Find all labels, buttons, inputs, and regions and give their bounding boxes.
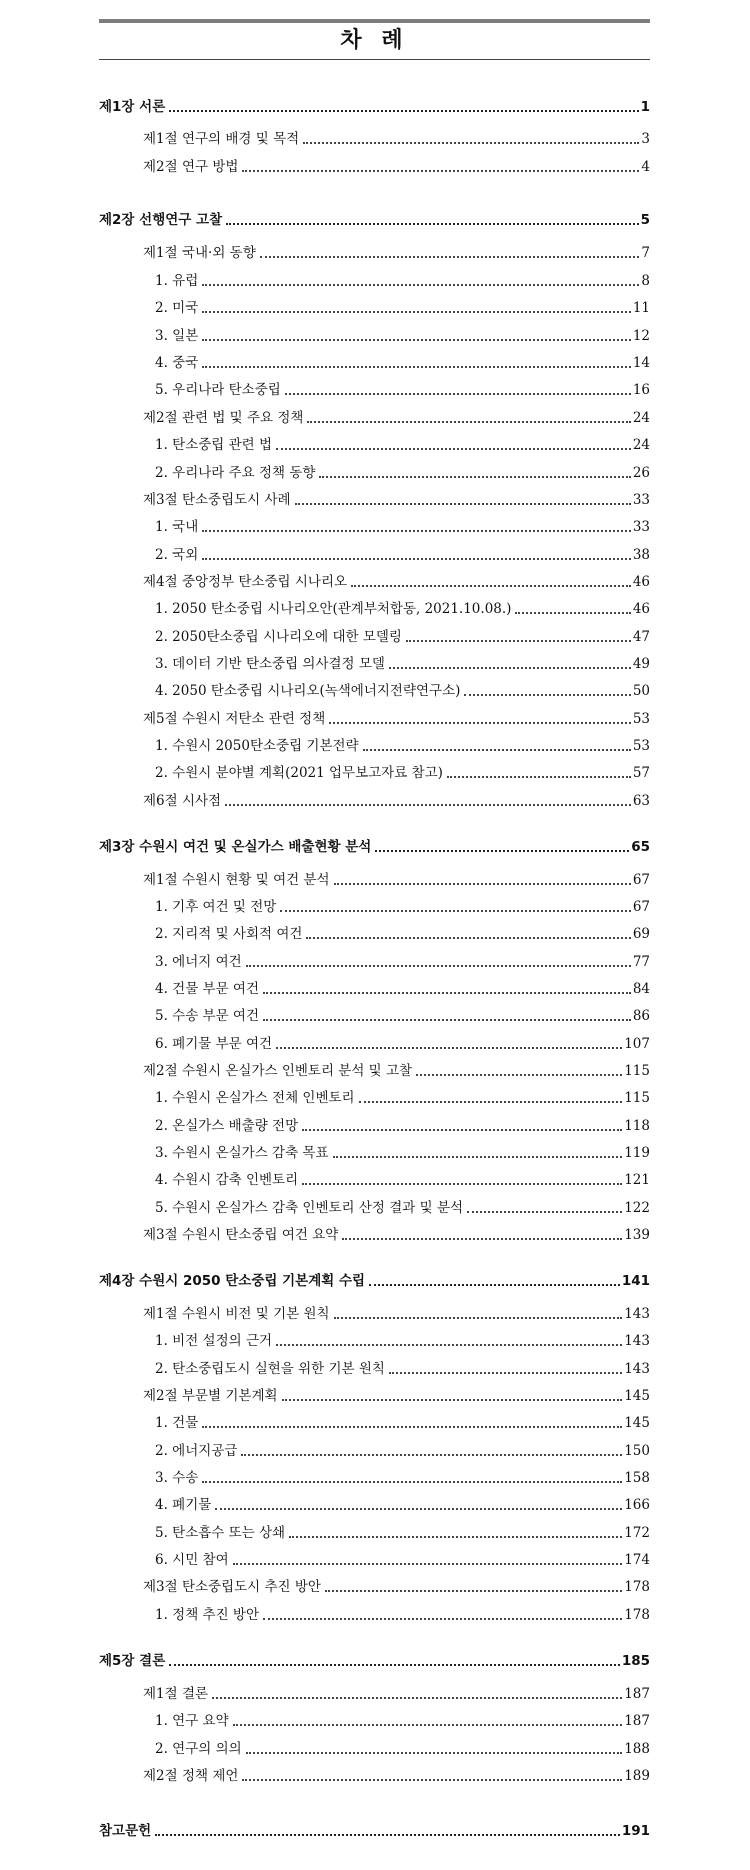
toc-entry-label: 1. 수원시 2050탄소중립 기본전략: [155, 738, 359, 754]
dot-leader: [280, 910, 630, 912]
toc-entry-page-number: 107: [624, 1036, 650, 1052]
dot-leader: [202, 558, 631, 560]
toc-entry-label: 1. 건물: [155, 1415, 199, 1431]
toc-entry-section[interactable]: [143, 128, 650, 148]
toc-entry-page-number: 33: [632, 492, 650, 508]
toc-entry-label: 1. 기후 여건 및 전망: [155, 899, 277, 915]
dot-leader: [302, 1129, 622, 1131]
dot-leader: [242, 1779, 622, 1781]
toc-entry-page-number: 143: [624, 1306, 650, 1322]
toc-entry-page-number: 49: [632, 656, 650, 672]
dot-leader: [375, 850, 629, 852]
toc-entry-label: 3. 수원시 온실가스 감축 목표: [155, 1145, 329, 1161]
toc-entry-page-number: 38: [632, 547, 650, 563]
toc-entry-page-number: 178: [624, 1579, 650, 1595]
toc-entry-label: 제2절 정책 제언: [143, 1768, 239, 1784]
toc-entry-item[interactable]: [155, 653, 650, 673]
toc-entry-page-number: 53: [632, 738, 650, 754]
toc-entry-chapter[interactable]: [99, 836, 650, 856]
dot-leader: [202, 339, 631, 341]
toc-entry-item[interactable]: [155, 1522, 650, 1542]
toc-entry-label: 3. 에너지 여건: [155, 954, 242, 970]
toc-entry-item[interactable]: [155, 598, 650, 618]
toc-entry-label: 제3절 탄소중립도시 사례: [143, 492, 291, 508]
toc-entry-label: 1. 비전 설정의 근거: [155, 1333, 273, 1349]
toc-entry-item[interactable]: [155, 325, 650, 345]
toc-entry-section[interactable]: [143, 407, 650, 427]
toc-entry-label: 제1절 국내·외 동향: [143, 245, 256, 261]
toc-entry-item[interactable]: [155, 462, 650, 482]
toc-entry-page-number: 4: [641, 159, 650, 175]
dot-leader: [169, 1664, 620, 1666]
dot-leader: [226, 223, 638, 225]
toc-entry-item[interactable]: [155, 352, 650, 372]
toc-entry-item[interactable]: [155, 1494, 650, 1514]
toc-entry-item[interactable]: [155, 762, 650, 782]
toc-entry-page-number: 188: [624, 1741, 650, 1757]
toc-entry-page-number: 67: [632, 899, 650, 915]
dot-leader: [306, 937, 630, 939]
dot-leader: [233, 1724, 623, 1726]
dot-leader: [282, 1399, 623, 1401]
toc-entry-item[interactable]: [155, 1604, 650, 1624]
toc-entry-item[interactable]: [155, 680, 650, 700]
toc-entry-page-number: 46: [632, 574, 650, 590]
toc-entry-page-number: 185: [621, 1653, 650, 1669]
toc-entry-label: 5. 수원시 온실가스 감축 인벤토리 산정 결과 및 분석: [155, 1200, 464, 1216]
dot-leader: [202, 530, 631, 532]
toc-entry-page-number: 63: [632, 793, 650, 809]
toc-entry-item[interactable]: [155, 1033, 650, 1053]
toc-entry-page-number: 172: [624, 1525, 650, 1541]
toc-entry-page-number: 121: [624, 1172, 650, 1188]
toc-entry-label: 3. 데이터 기반 탄소중립 의사결정 모델: [155, 656, 385, 672]
toc-entry-item[interactable]: [155, 270, 650, 290]
toc-entry-item[interactable]: [155, 1412, 650, 1432]
dot-leader: [263, 1019, 631, 1021]
toc-entry-label: 5. 수송 부문 여건: [155, 1008, 259, 1024]
toc-entry-page-number: 187: [624, 1686, 650, 1702]
dot-leader: [246, 965, 631, 967]
dot-leader: [241, 1454, 622, 1456]
toc-entry-item[interactable]: [155, 978, 650, 998]
page-title: 차 례: [340, 28, 409, 53]
dot-leader: [289, 1536, 622, 1538]
toc-entry-section[interactable]: [143, 242, 650, 262]
toc-entry-item[interactable]: [155, 1330, 650, 1350]
toc-entry-page-number: 8: [641, 273, 650, 289]
toc-entry-page-number: 119: [624, 1145, 650, 1161]
dot-leader: [246, 1752, 623, 1754]
toc-entry-page-number: 5: [640, 212, 650, 228]
toc-entry-chapter[interactable]: [99, 1270, 650, 1290]
toc-entry-item[interactable]: [155, 1005, 650, 1025]
toc-entry-item[interactable]: [155, 1710, 650, 1730]
dot-leader: [155, 1834, 620, 1836]
toc-entry-item[interactable]: [155, 1738, 650, 1758]
toc-entry-label: 4. 2050 탄소중립 시나리오(녹색에너지전략연구소): [155, 683, 461, 699]
toc-entry-label: 1. 연구 요약: [155, 1713, 229, 1729]
dot-leader: [263, 992, 631, 994]
toc-entry-section[interactable]: [143, 1765, 650, 1785]
dot-leader: [389, 667, 631, 669]
toc-entry-page-number: 16: [632, 382, 650, 398]
dot-leader: [447, 776, 631, 778]
dot-leader: [325, 1590, 622, 1592]
toc-entry-label: 1. 탄소중립 관련 법: [155, 437, 273, 453]
toc-entry-label: 제3장 수원시 여건 및 온실가스 배출현황 분석: [99, 839, 372, 855]
toc-entry-item[interactable]: [155, 951, 650, 971]
toc-entry-page-number: 86: [632, 1008, 650, 1024]
toc-entry-label: 4. 수원시 감축 인벤토리: [155, 1172, 299, 1188]
toc-entry-item[interactable]: [155, 735, 650, 755]
toc-entry-page-number: 1: [640, 99, 650, 115]
toc-entry-page-number: 187: [624, 1713, 650, 1729]
toc-entry-label: 1. 수원시 온실가스 전체 인벤토리: [155, 1090, 355, 1106]
dot-leader: [464, 694, 630, 696]
dot-leader: [351, 585, 631, 587]
toc-entry-section[interactable]: [143, 1385, 650, 1405]
toc-entry-label: 2. 우리나라 주요 정책 동향: [155, 465, 316, 481]
toc-entry-page-number: 50: [632, 683, 650, 699]
dot-leader: [242, 170, 639, 172]
toc-entry-page-number: 65: [631, 839, 650, 855]
toc-entry-item[interactable]: [155, 434, 650, 454]
toc-entry-label: 2. 에너지공급: [155, 1443, 238, 1459]
toc-entry-item[interactable]: [155, 1467, 650, 1487]
toc-entry-chapter[interactable]: [99, 96, 650, 116]
toc-entry-page-number: 115: [624, 1063, 650, 1079]
toc-entry-page-number: 145: [624, 1388, 650, 1404]
toc-entry-section[interactable]: [143, 869, 650, 889]
toc-entry-page-number: 57: [632, 765, 650, 781]
toc-entry-label: 2. 온실가스 배출량 전망: [155, 1118, 299, 1134]
toc-entry-label: 제4절 중앙정부 탄소중립 시나리오: [143, 574, 348, 590]
toc-entry-page-number: 122: [624, 1200, 650, 1216]
toc-entry-page-number: 12: [632, 328, 650, 344]
dot-leader: [389, 1372, 622, 1374]
toc-entry-item[interactable]: [155, 1115, 650, 1135]
toc-entry-item[interactable]: [155, 1142, 650, 1162]
toc-entry-label: 제5장 결론: [99, 1653, 166, 1669]
toc-entry-section[interactable]: [143, 1683, 650, 1703]
dot-leader: [276, 1047, 622, 1049]
toc-entry-label: 4. 건물 부문 여건: [155, 981, 259, 997]
dot-leader: [215, 1508, 622, 1510]
toc-entry-label: 제2절 부문별 기본계획: [143, 1388, 278, 1404]
toc-entry-page-number: 141: [621, 1273, 650, 1289]
toc-entry-page-number: 53: [632, 711, 650, 727]
toc-entry-page-number: 139: [624, 1227, 650, 1243]
toc-entry-page-number: 3: [641, 131, 650, 147]
toc-entry-label: 제3절 탄소중립도시 추진 방안: [143, 1579, 321, 1595]
toc-entry-label: 5. 우리나라 탄소중립: [155, 382, 281, 398]
toc-entry-item[interactable]: [155, 896, 650, 916]
toc-entry-page-number: 143: [624, 1333, 650, 1349]
dot-leader: [202, 1426, 622, 1428]
dot-leader: [359, 1101, 623, 1103]
dot-leader: [515, 612, 630, 614]
toc-entry-label: 6. 폐기물 부문 여건: [155, 1036, 273, 1052]
dot-leader: [285, 393, 631, 395]
toc-entry-label: 제1장 서론: [99, 99, 166, 115]
toc-entry-item[interactable]: [155, 923, 650, 943]
toc-entry-page-number: 178: [624, 1607, 650, 1623]
toc-entry-chapter[interactable]: [99, 209, 650, 229]
toc-entry-page-number: 174: [624, 1552, 650, 1568]
dot-leader: [202, 311, 631, 313]
dot-leader: [225, 804, 631, 806]
toc-entry-section[interactable]: [143, 1060, 650, 1080]
toc-entry-label: 참고문헌: [99, 1823, 152, 1839]
toc-entry-label: 6. 시민 참여: [155, 1552, 229, 1568]
toc-entry-item[interactable]: [155, 379, 650, 399]
toc-entry-page-number: 7: [641, 245, 650, 261]
toc-entry-item[interactable]: [155, 1169, 650, 1189]
toc-entry-label: 2. 지리적 및 사회적 여건: [155, 926, 303, 942]
dot-leader: [276, 1344, 622, 1346]
toc-entry-label: 2. 국외: [155, 547, 199, 563]
toc-entry-section[interactable]: [143, 1303, 650, 1323]
toc-entry-label: 1. 국내: [155, 519, 199, 535]
dot-leader: [295, 503, 631, 505]
toc-entry-page-number: 67: [632, 872, 650, 888]
toc-entry-label: 제1절 수원시 비전 및 기본 원칙: [143, 1306, 330, 1322]
dot-leader: [319, 476, 630, 478]
toc-entry-label: 4. 중국: [155, 355, 199, 371]
toc-entry-label: 1. 유럽: [155, 273, 199, 289]
dot-leader: [302, 1183, 622, 1185]
toc-entry-label: 4. 폐기물: [155, 1497, 212, 1513]
dot-leader: [303, 142, 639, 144]
toc-entry-label: 3. 일본: [155, 328, 199, 344]
dot-leader: [263, 1618, 622, 1620]
toc-entry-label: 제2절 관련 법 및 주요 정책: [143, 410, 304, 426]
toc-entry-page-number: 118: [624, 1118, 650, 1134]
toc-entry-label: 2. 미국: [155, 300, 199, 316]
toc-entry-label: 제1절 수원시 현황 및 여건 분석: [143, 872, 330, 888]
toc-entry-item[interactable]: [155, 626, 650, 646]
toc-entry-page-number: 143: [624, 1361, 650, 1377]
toc-entry-page-number: 166: [624, 1497, 650, 1513]
toc-entry-section[interactable]: [143, 156, 650, 176]
toc-entry-label: 제2절 수원시 온실가스 인벤토리 분석 및 고찰: [143, 1063, 413, 1079]
toc-entry-label: 제6절 시사점: [143, 793, 222, 809]
dot-leader: [307, 421, 630, 423]
toc-entry-page-number: 189: [624, 1768, 650, 1784]
toc-entry-item[interactable]: [155, 544, 650, 564]
toc-entry-page-number: 145: [624, 1415, 650, 1431]
dot-leader: [202, 1481, 622, 1483]
toc-entry-section[interactable]: [143, 708, 650, 728]
toc-entry-label: 제5절 수원시 저탄소 관련 정책: [143, 711, 326, 727]
dot-leader: [334, 1317, 623, 1319]
toc-entry-label: 제3절 수원시 탄소중립 여건 요약: [143, 1227, 339, 1243]
toc-entry-page-number: 115: [624, 1090, 650, 1106]
toc-entry-label: 3. 수송: [155, 1470, 199, 1486]
toc-entry-chapter[interactable]: [99, 1650, 650, 1670]
toc-entry-item[interactable]: [155, 1358, 650, 1378]
dot-leader: [212, 1697, 622, 1699]
toc-entry-label: 2. 탄소중립도시 실현을 위한 기본 원칙: [155, 1361, 385, 1377]
toc-entry-item[interactable]: [155, 516, 650, 536]
toc-entry-section[interactable]: [143, 489, 650, 509]
toc-entry-label: 2. 2050탄소중립 시나리오에 대한 모델링: [155, 629, 402, 645]
toc-entry-page-number: 158: [624, 1470, 650, 1486]
toc-entry-label: 제1절 결론: [143, 1686, 209, 1702]
toc-entry-item[interactable]: [155, 1549, 650, 1569]
dot-leader: [342, 1238, 622, 1240]
dot-leader: [416, 1074, 622, 1076]
top-rule: [99, 19, 650, 23]
toc-entry-section[interactable]: [143, 1224, 650, 1244]
toc-entry-item[interactable]: [155, 1197, 650, 1217]
toc-entry-label: 2. 연구의 의의: [155, 1741, 242, 1757]
toc-entry-page-number: 77: [632, 954, 650, 970]
toc-entry-label: 제2장 선행연구 고찰: [99, 212, 223, 228]
dot-leader: [329, 722, 631, 724]
dot-leader: [369, 1284, 620, 1286]
dot-leader: [333, 1156, 623, 1158]
dot-leader: [233, 1563, 623, 1565]
dot-leader: [169, 110, 638, 112]
toc-entry-page-number: 24: [632, 437, 650, 453]
toc-entry-label: 제4장 수원시 2050 탄소중립 기본계획 수립: [99, 1273, 366, 1289]
dot-leader: [406, 640, 631, 642]
toc-entry-page-number: 26: [632, 465, 650, 481]
toc-entry-section[interactable]: [143, 790, 650, 810]
dot-leader: [363, 749, 631, 751]
toc-entry-page-number: 11: [632, 300, 650, 316]
toc-entry-page-number: 69: [632, 926, 650, 942]
toc-entry-page-number: 150: [624, 1443, 650, 1459]
toc-entry-label: 제1절 연구의 배경 및 목적: [143, 131, 300, 147]
toc-entry-page-number: 47: [632, 629, 650, 645]
dot-leader: [334, 883, 631, 885]
toc-entry-page-number: 33: [632, 519, 650, 535]
dot-leader: [467, 1211, 622, 1213]
toc-entry-label: 2. 수원시 분야별 계획(2021 업무보고자료 참고): [155, 765, 443, 781]
toc-entry-chapter[interactable]: [99, 1820, 650, 1840]
toc-entry-section[interactable]: [143, 1576, 650, 1596]
toc-entry-page-number: 46: [632, 601, 650, 617]
dot-leader: [276, 448, 631, 450]
dot-leader: [202, 284, 639, 286]
toc-entry-page-number: 191: [621, 1823, 650, 1839]
toc-entry-page-number: 24: [632, 410, 650, 426]
toc-entry-label: 1. 정책 추진 방안: [155, 1607, 259, 1623]
toc-entry-item[interactable]: [155, 1440, 650, 1460]
toc-entry-section[interactable]: [143, 571, 650, 591]
dot-leader: [202, 366, 631, 368]
toc-entry-label: 제2절 연구 방법: [143, 159, 239, 175]
toc-entry-label: 5. 탄소흡수 또는 상쇄: [155, 1525, 286, 1541]
toc-entry-label: 1. 2050 탄소중립 시나리오안(관계부처합동, 2021.10.08.): [155, 601, 512, 617]
toc-entry-page-number: 84: [632, 981, 650, 997]
title-rule: [99, 59, 650, 60]
toc-entry-item[interactable]: [155, 297, 650, 317]
dot-leader: [260, 256, 640, 258]
toc-entry-item[interactable]: [155, 1087, 650, 1107]
toc-entry-page-number: 14: [632, 355, 650, 371]
